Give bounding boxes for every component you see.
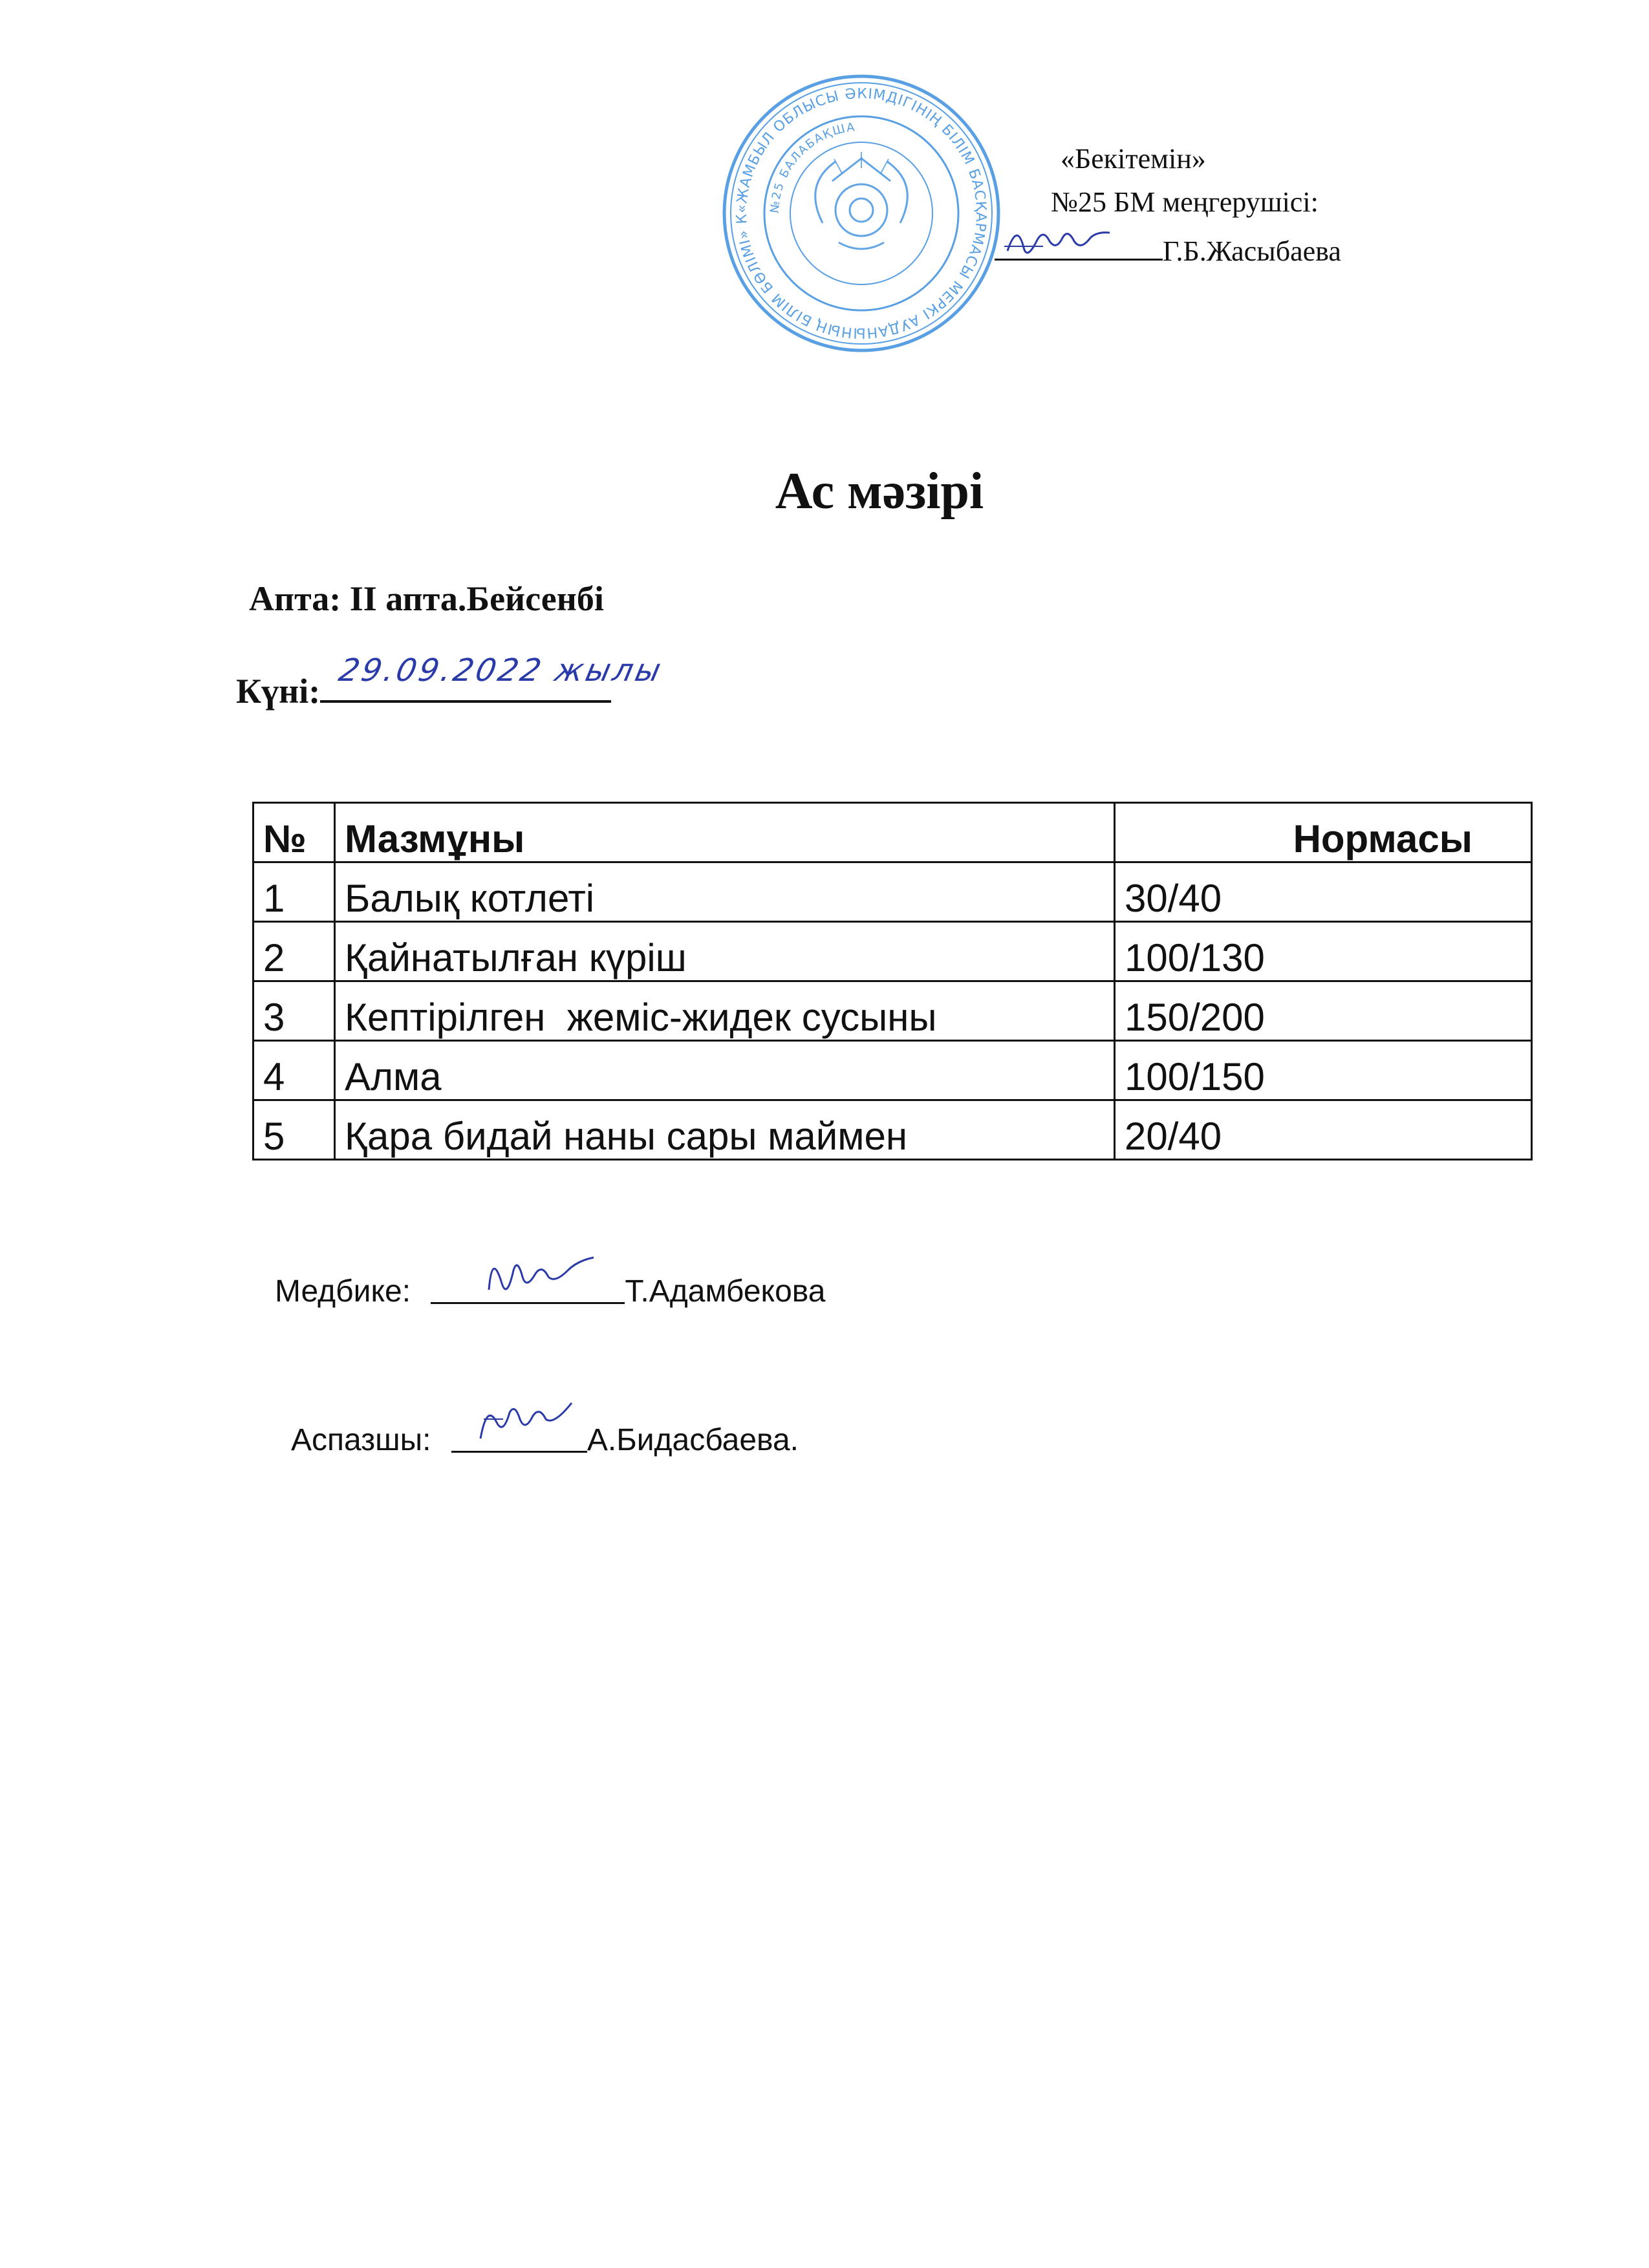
row-number: 1: [253, 862, 335, 922]
header-norm: Нормасы: [1115, 803, 1532, 862]
header-content: Мазмұны: [335, 803, 1115, 862]
handwritten-signature-icon: [1001, 215, 1130, 267]
row-norm: 20/40: [1115, 1100, 1532, 1160]
nurse-name: Т.Адамбекова: [625, 1274, 826, 1309]
row-number: 5: [253, 1100, 335, 1160]
row-content: Қайнатылған күріш: [335, 922, 1115, 981]
row-norm: 100/150: [1115, 1041, 1532, 1100]
row-norm: 30/40: [1115, 862, 1532, 922]
row-content: Балық котлеті: [335, 862, 1115, 922]
row-content: Қара бидай наны сары маймен: [335, 1100, 1115, 1160]
date-blank: [320, 652, 667, 703]
row-norm: 100/130: [1115, 922, 1532, 981]
date-line: [236, 652, 667, 711]
handwritten-signature-icon: [471, 1393, 600, 1451]
cook-name: А.Бидасбаева.: [587, 1423, 799, 1457]
week-line: Апта: II апта.Бейсенбі: [249, 579, 604, 618]
date-label: Күні:: [236, 672, 321, 711]
nurse-label: Медбике:: [275, 1274, 411, 1309]
table-row: [253, 981, 1532, 1041]
row-number: 4: [253, 1041, 335, 1100]
row-content: Алма: [335, 1041, 1115, 1100]
approval-title: «Бекітемін»: [1061, 143, 1206, 175]
date-handwritten: 29.09.2022 жылы: [336, 652, 667, 689]
row-number: 3: [253, 981, 335, 1041]
document-title: Ас мәзірі: [775, 463, 984, 520]
nurse-signature: [431, 1270, 625, 1301]
director-signature: [995, 230, 1163, 261]
row-number: 2: [253, 922, 335, 981]
cook-signature-row: [291, 1419, 799, 1458]
table-row: [253, 862, 1532, 922]
director-name: Г.Б.Жасыбаева: [1163, 235, 1341, 267]
menu-table: [252, 802, 1533, 1161]
approval-role: №25 БМ меңгерушісі:: [1051, 186, 1319, 218]
header-number: №: [253, 803, 335, 862]
table-row: [253, 1041, 1532, 1100]
nurse-signature-row: [275, 1270, 825, 1309]
table-header-row: [253, 803, 1532, 862]
svg-text:№25 БАЛАБАҚША: №25 БАЛАБАҚША: [768, 120, 857, 214]
row-norm: 150/200: [1115, 981, 1532, 1041]
table-row: [253, 1100, 1532, 1160]
stamp-seal-icon: [719, 71, 1004, 356]
official-stamp: [719, 71, 1004, 356]
table-row: [253, 922, 1532, 981]
cook-label: Аспазшы:: [291, 1423, 431, 1457]
row-content: Кептірілген жеміс-жидек сусыны: [335, 981, 1115, 1041]
svg-text:«ЖАМБЫЛ ОБЛЫСЫ ӘКІМДІГІНІҢ БІЛ: «ЖАМБЫЛ ОБЛЫСЫ ӘКІМДІГІНІҢ БІЛІМ БАСҚАРМАСЫ МЕРКІ АУДАНЫНЫҢ БІЛІМ БӨЛІМІ» К: [733, 85, 989, 341]
cook-signature: [451, 1419, 587, 1450]
handwritten-signature-icon: [482, 1245, 612, 1303]
approval-signature-row: [995, 230, 1341, 269]
